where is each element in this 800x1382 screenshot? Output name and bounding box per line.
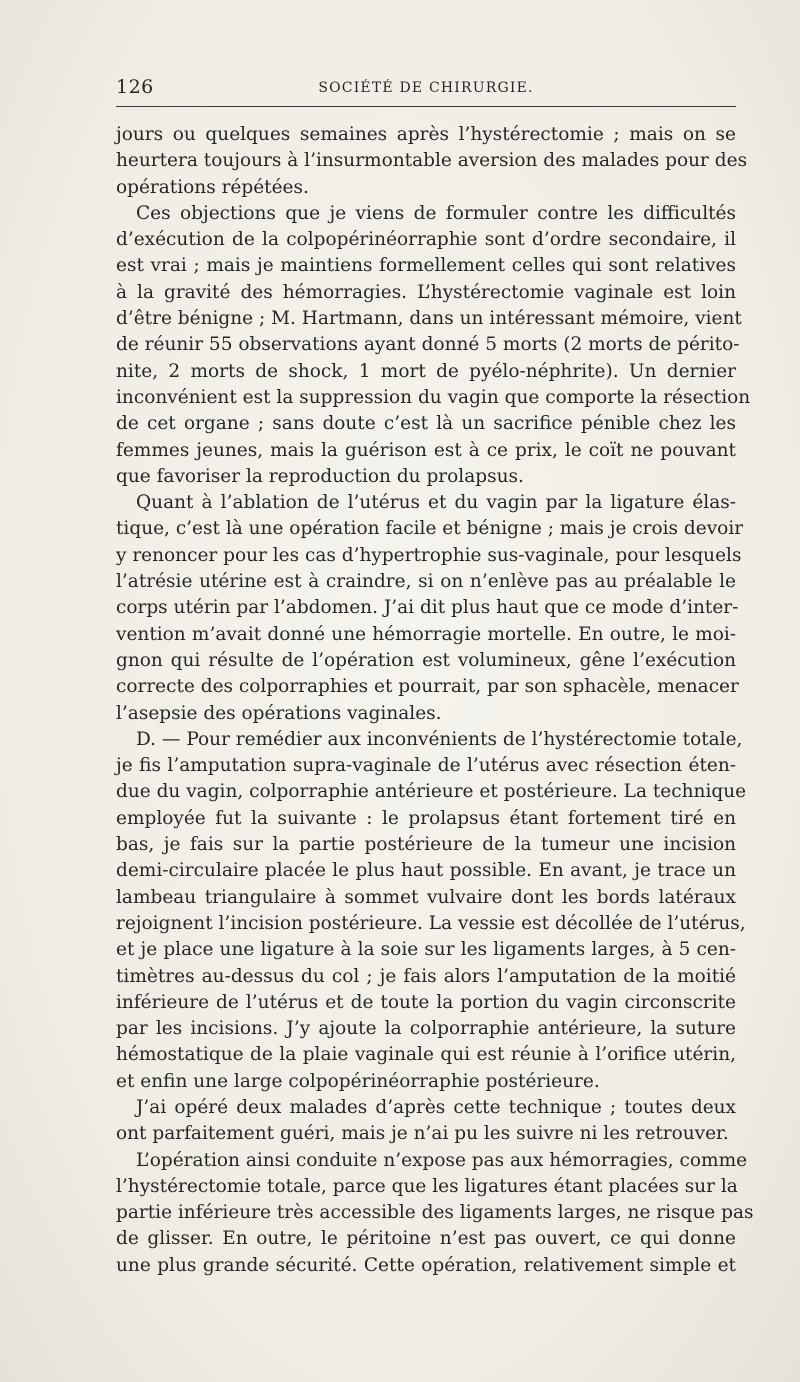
text-line: J’ai opéré deux malades d’après cette technique ; toutes deux — [136, 1096, 736, 1118]
text-line: femmes jeunes, mais la guérison est à ce prix, le coït ne pouvant — [116, 439, 736, 461]
text-line: D. — Pour remédier aux inconvénients de l’hystérectomie totale, — [136, 728, 743, 750]
text-line: due du vagin, colporraphie antérieure et postérieure. La technique — [116, 781, 747, 803]
text-line: nite, 2 morts de shock, 1 mort de pyélo-néphrite). Un dernier — [116, 360, 736, 382]
running-title: SOCIÉTÉ DE CHIRURGIE. — [318, 80, 534, 96]
text-line: l’hystérectomie totale, parce que les ligatures étant placées sur la — [116, 1175, 738, 1197]
text-line: et je place une ligature à la soie sur les ligaments larges, à 5 cen- — [116, 939, 736, 961]
text-line: de glisser. En outre, le péritoine n’est pas ouvert, ce qui donne — [116, 1228, 736, 1250]
text-line: par les incisions. J’y ajoute la colporraphie antérieure, la suture — [116, 1018, 736, 1040]
text-line: je fis l’amputation supra-vaginale de l’utérus avec résection éten- — [116, 755, 736, 777]
text-line: jours ou quelques semaines après l’hystérectomie ; mais on se — [116, 124, 736, 145]
text-line: demi-circulaire placée le plus haut possible. En avant, je trace un — [116, 860, 736, 882]
header-rule — [116, 106, 736, 107]
page-number: 126 — [116, 76, 154, 98]
text-line: une plus grande sécurité. Cette opération, relativement simple et — [116, 1254, 736, 1276]
text-line: l’asepsie des opérations vaginales. — [116, 702, 442, 724]
text-line: inconvénient est la suppression du vagin que comporte la résection — [116, 386, 751, 408]
text-line: employée fut la suivante : le prolapsus étant fortement tiré en — [116, 807, 736, 829]
text-line: partie inférieure très accessible des ligaments larges, ne risque pas — [116, 1202, 754, 1224]
body-text — [116, 122, 754, 1279]
text-line: y renoncer pour les cas d’hypertrophie sus-vaginale, pour lesquels — [116, 544, 742, 566]
text-line: opérations répétées. — [116, 176, 309, 198]
text-line: Ces objections que je viens de formuler contre les difficultés — [136, 202, 736, 224]
text-line: inférieure de l’utérus et de toute la portion du vagin circonscrite — [116, 991, 736, 1013]
text-line: bas, je fais sur la partie postérieure de la tumeur une incision — [116, 834, 736, 856]
text-line: vention m’avait donné une hémorragie mortelle. En outre, le moi- — [116, 623, 736, 645]
text-line: lambeau triangulaire à sommet vulvaire dont les bords latéraux — [116, 886, 736, 908]
text-line: Quant à l’ablation de l’utérus et du vagin par la ligature élas- — [136, 492, 736, 514]
page-header — [116, 74, 736, 100]
text-line: d’être bénigne ; M. Hartmann, dans un intéressant mémoire, vient — [116, 308, 742, 330]
text-line: de cet organe ; sans doute c’est là un sacrifice pénible chez les — [116, 413, 736, 435]
text-line: et enfin une large colpopérinéorraphie postérieure. — [116, 1070, 600, 1092]
text-line: gnon qui résulte de l’opération est volumineux, gêne l’exécution — [116, 649, 736, 671]
text-line: heurtera toujours à l’insurmontable aversion des malades pour des — [116, 150, 748, 172]
text-line: à la gravité des hémorragies. L’hystérectomie vaginale est loin — [116, 281, 736, 303]
text-line: timètres au-dessus du col ; je fais alors l’amputation de la moitié — [116, 965, 736, 987]
text-line: d’exécution de la colpopérinéorraphie sont d’ordre secondaire, il — [116, 229, 736, 251]
text-line: hémostatique de la plaie vaginale qui est réunie à l’orifice utérin, — [116, 1044, 736, 1066]
text-line: correcte des colporraphies et pourrait, par son sphacèle, menacer — [116, 676, 739, 698]
text-line: l’atrésie utérine est à craindre, si on n’enlève pas au préalable le — [116, 571, 736, 593]
text-line: ont parfaitement guéri, mais je n’ai pu les suivre ni les retrouver. — [116, 1123, 729, 1145]
text-line: rejoignent l’incision postérieure. La vessie est décollée de l’utérus, — [116, 912, 746, 934]
text-line: L’opération ainsi conduite n’expose pas aux hémorragies, comme — [136, 1149, 748, 1171]
text-line: que favoriser la reproduction du prolapsus. — [116, 465, 524, 487]
text-line: de réunir 55 observations ayant donné 5 morts (2 morts de périto- — [116, 334, 740, 356]
text-line: est vrai ; mais je maintiens formellement celles qui sont relatives — [116, 255, 736, 277]
text-line: corps utérin par l’abdomen. J’ai dit plus haut que ce mode d’inter- — [116, 597, 739, 619]
text-line: tique, c’est là une opération facile et bénigne ; mais je crois devoir — [116, 518, 744, 540]
